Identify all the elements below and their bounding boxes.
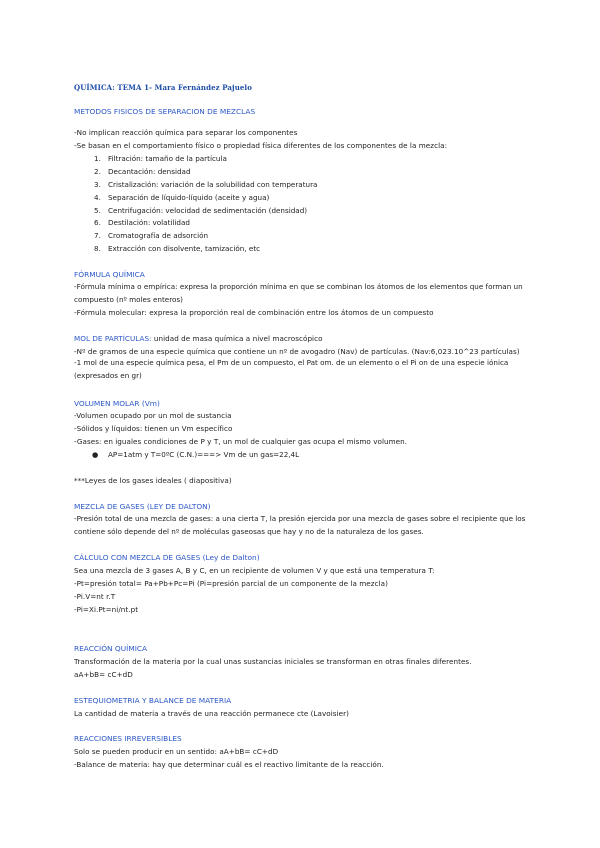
text-line: -Sólidos y líquidos: tienen un Vm específico — [74, 424, 233, 433]
heading-stoichiometry: ESTEQUIOMETRIA Y BALANCE DE MATERIA — [74, 696, 232, 705]
heading-separation-methods: METODOS FISICOS DE SEPARACION DE MEZCLAS — [74, 107, 256, 116]
text-line: -Pi.V=nt r.T — [74, 592, 116, 601]
list-item: 5. Centrifugación: velocidad de sedimentación (densidad) — [94, 206, 308, 215]
paragraph: -1 mol de una especie química pesa, el Pm de un compuesto, el Pat om. de un elemento o el Pi on de una especie iónica (expresados en gr) — [74, 358, 509, 380]
bullet-item: ● AP=1atm y T=0ºC (C.N.)===> Vm de un gas=22,4L — [92, 450, 300, 459]
text-line: -Gases: en iguales condiciones de P y T, un mol de cualquier gas ocupa el mismo volumen. — [74, 437, 408, 446]
list-item: 6. Destilación: volatilidad — [94, 218, 190, 227]
text-line: -Se basan en el comportamiento físico o propiedad física diferentes de los componentes de la mezcla: — [74, 141, 448, 150]
list-item: 3. Cristalización: variación de la solubilidad con temperatura — [94, 180, 318, 189]
text-line: ***Leyes de los gases ideales ( diapositiva) — [74, 476, 232, 485]
list-item: 4. Separación de líquido-líquido (aceite y agua) — [94, 193, 270, 202]
text-line: Transformación de la materia por la cual unas sustancias iniciales se transforman en otras finales diferentes. — [74, 657, 472, 666]
list-item: 2. Decantación: densidad — [94, 167, 191, 176]
heading-gas-mixture: MEZCLA DE GASES (LEY DE DALTON) — [74, 502, 211, 511]
heading-mol: MOL DE PARTÍCULAS: — [74, 334, 152, 343]
document-title: QUÍMICA: TEMA 1- Mara Fernández Pajuelo — [74, 83, 252, 92]
text-line: -Balance de materia: hay que determinar cuál es el reactivo limitante de la reacción. — [74, 760, 384, 769]
list-item: 8. Extracción con disolvente, tamización, etc — [94, 244, 261, 253]
text-line: La cantidad de materia a través de una reacción permanece cte (Lavoisier) — [74, 709, 349, 718]
text-line: -Volumen ocupado por un mol de sustancia — [74, 411, 232, 420]
list-item: 1. Filtración: tamaño de la partícula — [94, 154, 227, 163]
list-item: 7. Cromatografía de adsorción — [94, 231, 209, 240]
text-line: -Nº de gramos de una especie química que contiene un nº de avogadro (Nav) de partículas. (Nav:6,023.10^23 partículas) — [74, 347, 520, 356]
heading-gas-calc: CÁLCULO CON MEZCLA DE GASES (Ley de Dalton) — [74, 553, 260, 562]
paragraph: -Fórmula mínima o empírica: expresa la proporción mínima en que se combinan los átomos de los elementos que forman un compuesto (nº moles enteros) — [74, 282, 523, 304]
text-line: -Fórmula molecular: expresa la proporción real de combinación entre los átomos de un compuesto — [74, 308, 434, 317]
mol-heading-line: MOL DE PARTÍCULAS: unidad de masa química a nivel macroscópico — [74, 334, 323, 343]
text-line: Sea una mezcla de 3 gases A, B y C, en un recipiente de volumen V y que está una temperatura T: — [74, 566, 435, 575]
heading-chemical-reaction: REACCIÓN QUÍMICA — [74, 644, 148, 653]
text-line: -No implican reacción química para separar los componentes — [74, 128, 298, 137]
text-line: Solo se pueden producir en un sentido: aA+bB= cC+dD — [74, 747, 279, 756]
text-line: -Pt=presión total= Pa+Pb+Pc=Pi (Pi=presión parcial de un componente de la mezcla) — [74, 579, 388, 588]
paragraph: -Presión total de una mezcla de gases: a una cierta T, la presión ejercida por una mezcla de gases sobre el recipiente que los contiene sólo depende del nº de moléculas gaseosas que hay y no de la naturaleza de los gases. — [74, 514, 526, 536]
text-line: -Pi=Xi.Pt=ni/nt.pt — [74, 605, 139, 614]
bullet-icon: ● — [92, 450, 99, 459]
text-line: aA+bB= cC+dD — [74, 670, 133, 679]
heading-irreversible: REACCIONES IRREVERSIBLES — [74, 734, 182, 743]
heading-molar-volume: VOLUMEN MOLAR (Vm) — [74, 399, 160, 408]
heading-chemical-formula: FÓRMULA QUÍMICA — [74, 270, 145, 279]
